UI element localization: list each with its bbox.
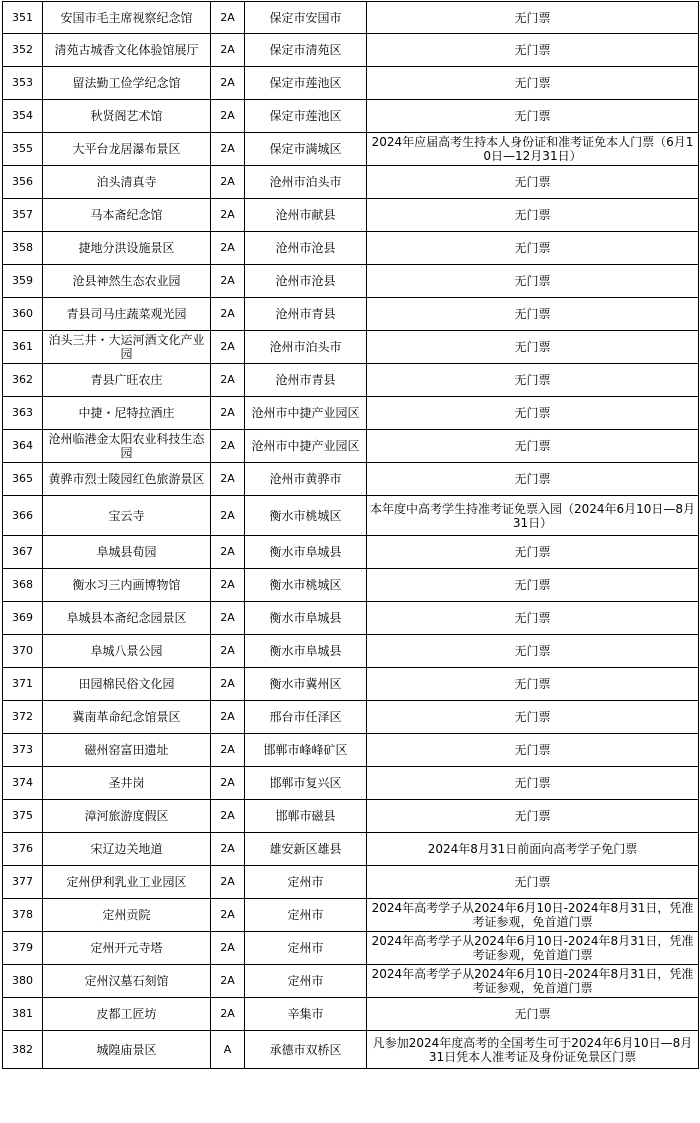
rating-level-cell: 2A [211, 331, 245, 364]
location-cell: 保定市安国市 [245, 2, 367, 34]
scenic-spot-name-cell: 定州汉墓石刻馆 [43, 965, 211, 998]
scenic-spot-name-cell: 清苑古城香文化体验馆展厅 [43, 34, 211, 67]
rating-level-cell: 2A [211, 166, 245, 199]
table-row [3, 668, 699, 701]
table-row [3, 100, 699, 133]
ticket-policy-cell: 凡参加2024年度高考的全国考生可于2024年6月10日—8月31日凭本人准考证及身份证免景区门票 [367, 1031, 699, 1069]
scenic-spot-name-cell: 宋辽边关地道 [43, 833, 211, 866]
row-number-cell: 381 [3, 998, 43, 1031]
rating-level-cell: 2A [211, 430, 245, 463]
location-cell: 邯郸市磁县 [245, 800, 367, 833]
rating-level-cell: 2A [211, 232, 245, 265]
table-row [3, 397, 699, 430]
scenic-spot-name-cell: 青县司马庄蔬菜观光园 [43, 298, 211, 331]
ticket-policy-cell: 无门票 [367, 199, 699, 232]
location-cell: 定州市 [245, 965, 367, 998]
ticket-policy-cell: 无门票 [367, 866, 699, 899]
scenic-spot-name-cell: 皮都工匠坊 [43, 998, 211, 1031]
row-number-cell: 371 [3, 668, 43, 701]
scenic-spot-name-cell: 宝云寺 [43, 496, 211, 536]
ticket-policy-cell: 无门票 [367, 397, 699, 430]
table-row [3, 1031, 699, 1069]
table-row [3, 265, 699, 298]
row-number-cell: 357 [3, 199, 43, 232]
scenic-spot-name-cell: 安国市毛主席视察纪念馆 [43, 2, 211, 34]
row-number-cell: 375 [3, 800, 43, 833]
rating-level-cell: 2A [211, 965, 245, 998]
row-number-cell: 352 [3, 34, 43, 67]
ticket-policy-cell: 2024年高考学子从2024年6月10日-2024年8月31日，凭准考证参观，免首道门票 [367, 932, 699, 965]
row-number-cell: 382 [3, 1031, 43, 1069]
row-number-cell: 359 [3, 265, 43, 298]
rating-level-cell: 2A [211, 866, 245, 899]
rating-level-cell: A [211, 1031, 245, 1069]
table-row [3, 34, 699, 67]
table-row [3, 833, 699, 866]
scenic-spot-name-cell: 冀南革命纪念馆景区 [43, 701, 211, 734]
row-number-cell: 368 [3, 569, 43, 602]
rating-level-cell: 2A [211, 998, 245, 1031]
ticket-policy-cell: 无门票 [367, 265, 699, 298]
table-row [3, 232, 699, 265]
rating-level-cell: 2A [211, 67, 245, 100]
location-cell: 辛集市 [245, 998, 367, 1031]
ticket-policy-cell: 2024年8月31日前面向高考学子免门票 [367, 833, 699, 866]
table-row [3, 569, 699, 602]
rating-level-cell: 2A [211, 2, 245, 34]
row-number-cell: 360 [3, 298, 43, 331]
table-body [3, 2, 699, 1069]
scenic-spot-name-cell: 泊头三井・大运河酒文化产业园 [43, 331, 211, 364]
row-number-cell: 380 [3, 965, 43, 998]
ticket-policy-cell: 无门票 [367, 569, 699, 602]
rating-level-cell: 2A [211, 668, 245, 701]
ticket-policy-cell: 无门票 [367, 34, 699, 67]
location-cell: 邯郸市复兴区 [245, 767, 367, 800]
scenic-spot-name-cell: 捷地分洪设施景区 [43, 232, 211, 265]
rating-level-cell: 2A [211, 602, 245, 635]
table-row [3, 166, 699, 199]
row-number-cell: 372 [3, 701, 43, 734]
location-cell: 沧州市献县 [245, 199, 367, 232]
scenic-spot-name-cell: 中捷・尼特拉酒庄 [43, 397, 211, 430]
ticket-policy-cell: 无门票 [367, 463, 699, 496]
location-cell: 邢台市任泽区 [245, 701, 367, 734]
rating-level-cell: 2A [211, 463, 245, 496]
scenic-spot-name-cell: 定州开元寺塔 [43, 932, 211, 965]
row-number-cell: 365 [3, 463, 43, 496]
ticket-policy-cell: 无门票 [367, 166, 699, 199]
ticket-policy-cell: 无门票 [367, 734, 699, 767]
table-row [3, 635, 699, 668]
scenic-spot-name-cell: 圣井岗 [43, 767, 211, 800]
row-number-cell: 377 [3, 866, 43, 899]
ticket-policy-cell: 无门票 [367, 2, 699, 34]
rating-level-cell: 2A [211, 298, 245, 331]
row-number-cell: 351 [3, 2, 43, 34]
location-cell: 沧州市青县 [245, 364, 367, 397]
rating-level-cell: 2A [211, 701, 245, 734]
location-cell: 保定市莲池区 [245, 67, 367, 100]
ticket-policy-cell: 无门票 [367, 536, 699, 569]
ticket-policy-cell: 无门票 [367, 668, 699, 701]
location-cell: 保定市清苑区 [245, 34, 367, 67]
scenic-spot-name-cell: 留法勤工俭学纪念馆 [43, 67, 211, 100]
scenic-spot-name-cell: 沧州临港金太阳农业科技生态园 [43, 430, 211, 463]
table-row [3, 133, 699, 166]
location-cell: 沧州市泊头市 [245, 166, 367, 199]
location-cell: 沧州市中捷产业园区 [245, 430, 367, 463]
ticket-policy-cell: 本年度中高考学生持准考证免票入园（2024年6月10日—8月31日） [367, 496, 699, 536]
location-cell: 衡水市冀州区 [245, 668, 367, 701]
rating-level-cell: 2A [211, 34, 245, 67]
row-number-cell: 363 [3, 397, 43, 430]
location-cell: 衡水市阜城县 [245, 602, 367, 635]
scenic-spot-name-cell: 定州伊利乳业工业园区 [43, 866, 211, 899]
scenic-spot-name-cell: 阜城县本斋纪念园景区 [43, 602, 211, 635]
ticket-policy-cell: 无门票 [367, 100, 699, 133]
row-number-cell: 367 [3, 536, 43, 569]
table-row [3, 463, 699, 496]
rating-level-cell: 2A [211, 265, 245, 298]
row-number-cell: 379 [3, 932, 43, 965]
scenic-spot-name-cell: 泊头清真寺 [43, 166, 211, 199]
location-cell: 衡水市阜城县 [245, 635, 367, 668]
location-cell: 雄安新区雄县 [245, 833, 367, 866]
row-number-cell: 370 [3, 635, 43, 668]
scenic-spot-name-cell: 漳河旅游度假区 [43, 800, 211, 833]
scenic-spots-table [2, 1, 699, 1069]
table-row [3, 899, 699, 932]
ticket-policy-cell: 无门票 [367, 800, 699, 833]
ticket-policy-cell: 无门票 [367, 767, 699, 800]
scenic-spot-name-cell: 黄骅市烈士陵园红色旅游景区 [43, 463, 211, 496]
ticket-policy-cell: 无门票 [367, 635, 699, 668]
rating-level-cell: 2A [211, 899, 245, 932]
ticket-policy-cell: 无门票 [367, 331, 699, 364]
ticket-policy-cell: 2024年高考学子从2024年6月10日-2024年8月31日，凭准考证参观，免首道门票 [367, 899, 699, 932]
table-row [3, 536, 699, 569]
ticket-policy-cell: 无门票 [367, 701, 699, 734]
row-number-cell: 362 [3, 364, 43, 397]
table-row [3, 331, 699, 364]
table-row [3, 734, 699, 767]
ticket-policy-cell: 无门票 [367, 67, 699, 100]
location-cell: 衡水市桃城区 [245, 569, 367, 602]
rating-level-cell: 2A [211, 364, 245, 397]
scenic-spot-name-cell: 城隍庙景区 [43, 1031, 211, 1069]
scenic-spot-name-cell: 阜城县荀园 [43, 536, 211, 569]
location-cell: 保定市满城区 [245, 133, 367, 166]
row-number-cell: 369 [3, 602, 43, 635]
ticket-policy-cell: 无门票 [367, 364, 699, 397]
location-cell: 邯郸市峰峰矿区 [245, 734, 367, 767]
ticket-policy-cell: 无门票 [367, 998, 699, 1031]
location-cell: 承德市双桥区 [245, 1031, 367, 1069]
scenic-spot-name-cell: 马本斋纪念馆 [43, 199, 211, 232]
rating-level-cell: 2A [211, 932, 245, 965]
table-row [3, 2, 699, 34]
rating-level-cell: 2A [211, 833, 245, 866]
row-number-cell: 355 [3, 133, 43, 166]
location-cell: 定州市 [245, 899, 367, 932]
scenic-spot-name-cell: 磁州窑富田遗址 [43, 734, 211, 767]
row-number-cell: 376 [3, 833, 43, 866]
location-cell: 保定市莲池区 [245, 100, 367, 133]
scenic-spot-name-cell: 定州贡院 [43, 899, 211, 932]
location-cell: 定州市 [245, 932, 367, 965]
location-cell: 沧州市泊头市 [245, 331, 367, 364]
table-row [3, 866, 699, 899]
table-row [3, 965, 699, 998]
row-number-cell: 361 [3, 331, 43, 364]
rating-level-cell: 2A [211, 100, 245, 133]
location-cell: 沧州市黄骅市 [245, 463, 367, 496]
table-row [3, 430, 699, 463]
ticket-policy-cell: 无门票 [367, 298, 699, 331]
rating-level-cell: 2A [211, 199, 245, 232]
ticket-policy-cell: 2024年应届高考生持本人身份证和准考证免本人门票（6月10日—12月31日） [367, 133, 699, 166]
rating-level-cell: 2A [211, 734, 245, 767]
scenic-spot-name-cell: 青县广旺农庄 [43, 364, 211, 397]
scenic-spot-name-cell: 大平台龙居瀑布景区 [43, 133, 211, 166]
location-cell: 沧州市青县 [245, 298, 367, 331]
table-row [3, 767, 699, 800]
row-number-cell: 374 [3, 767, 43, 800]
table-row [3, 364, 699, 397]
rating-level-cell: 2A [211, 800, 245, 833]
row-number-cell: 366 [3, 496, 43, 536]
table-row [3, 998, 699, 1031]
table-row [3, 701, 699, 734]
rating-level-cell: 2A [211, 397, 245, 430]
rating-level-cell: 2A [211, 767, 245, 800]
location-cell: 衡水市桃城区 [245, 496, 367, 536]
rating-level-cell: 2A [211, 496, 245, 536]
table-row [3, 602, 699, 635]
table-row [3, 298, 699, 331]
table-row [3, 932, 699, 965]
location-cell: 定州市 [245, 866, 367, 899]
ticket-policy-cell: 无门票 [367, 602, 699, 635]
table-row [3, 199, 699, 232]
scenic-spot-name-cell: 阜城八景公园 [43, 635, 211, 668]
row-number-cell: 378 [3, 899, 43, 932]
table-row [3, 67, 699, 100]
scenic-spot-name-cell: 田园棉民俗文化园 [43, 668, 211, 701]
row-number-cell: 373 [3, 734, 43, 767]
row-number-cell: 364 [3, 430, 43, 463]
row-number-cell: 358 [3, 232, 43, 265]
scenic-spot-name-cell: 衡水习三内画博物馆 [43, 569, 211, 602]
row-number-cell: 354 [3, 100, 43, 133]
row-number-cell: 353 [3, 67, 43, 100]
location-cell: 沧州市中捷产业园区 [245, 397, 367, 430]
rating-level-cell: 2A [211, 133, 245, 166]
location-cell: 沧州市沧县 [245, 232, 367, 265]
ticket-policy-cell: 无门票 [367, 232, 699, 265]
table-row [3, 800, 699, 833]
table-row [3, 496, 699, 536]
scenic-spot-name-cell: 秋贤阁艺术馆 [43, 100, 211, 133]
location-cell: 沧州市沧县 [245, 265, 367, 298]
ticket-policy-cell: 2024年高考学子从2024年6月10日-2024年8月31日，凭准考证参观，免首道门票 [367, 965, 699, 998]
location-cell: 衡水市阜城县 [245, 536, 367, 569]
scenic-spot-name-cell: 沧县神然生态农业园 [43, 265, 211, 298]
row-number-cell: 356 [3, 166, 43, 199]
rating-level-cell: 2A [211, 635, 245, 668]
ticket-policy-cell: 无门票 [367, 430, 699, 463]
rating-level-cell: 2A [211, 569, 245, 602]
rating-level-cell: 2A [211, 536, 245, 569]
